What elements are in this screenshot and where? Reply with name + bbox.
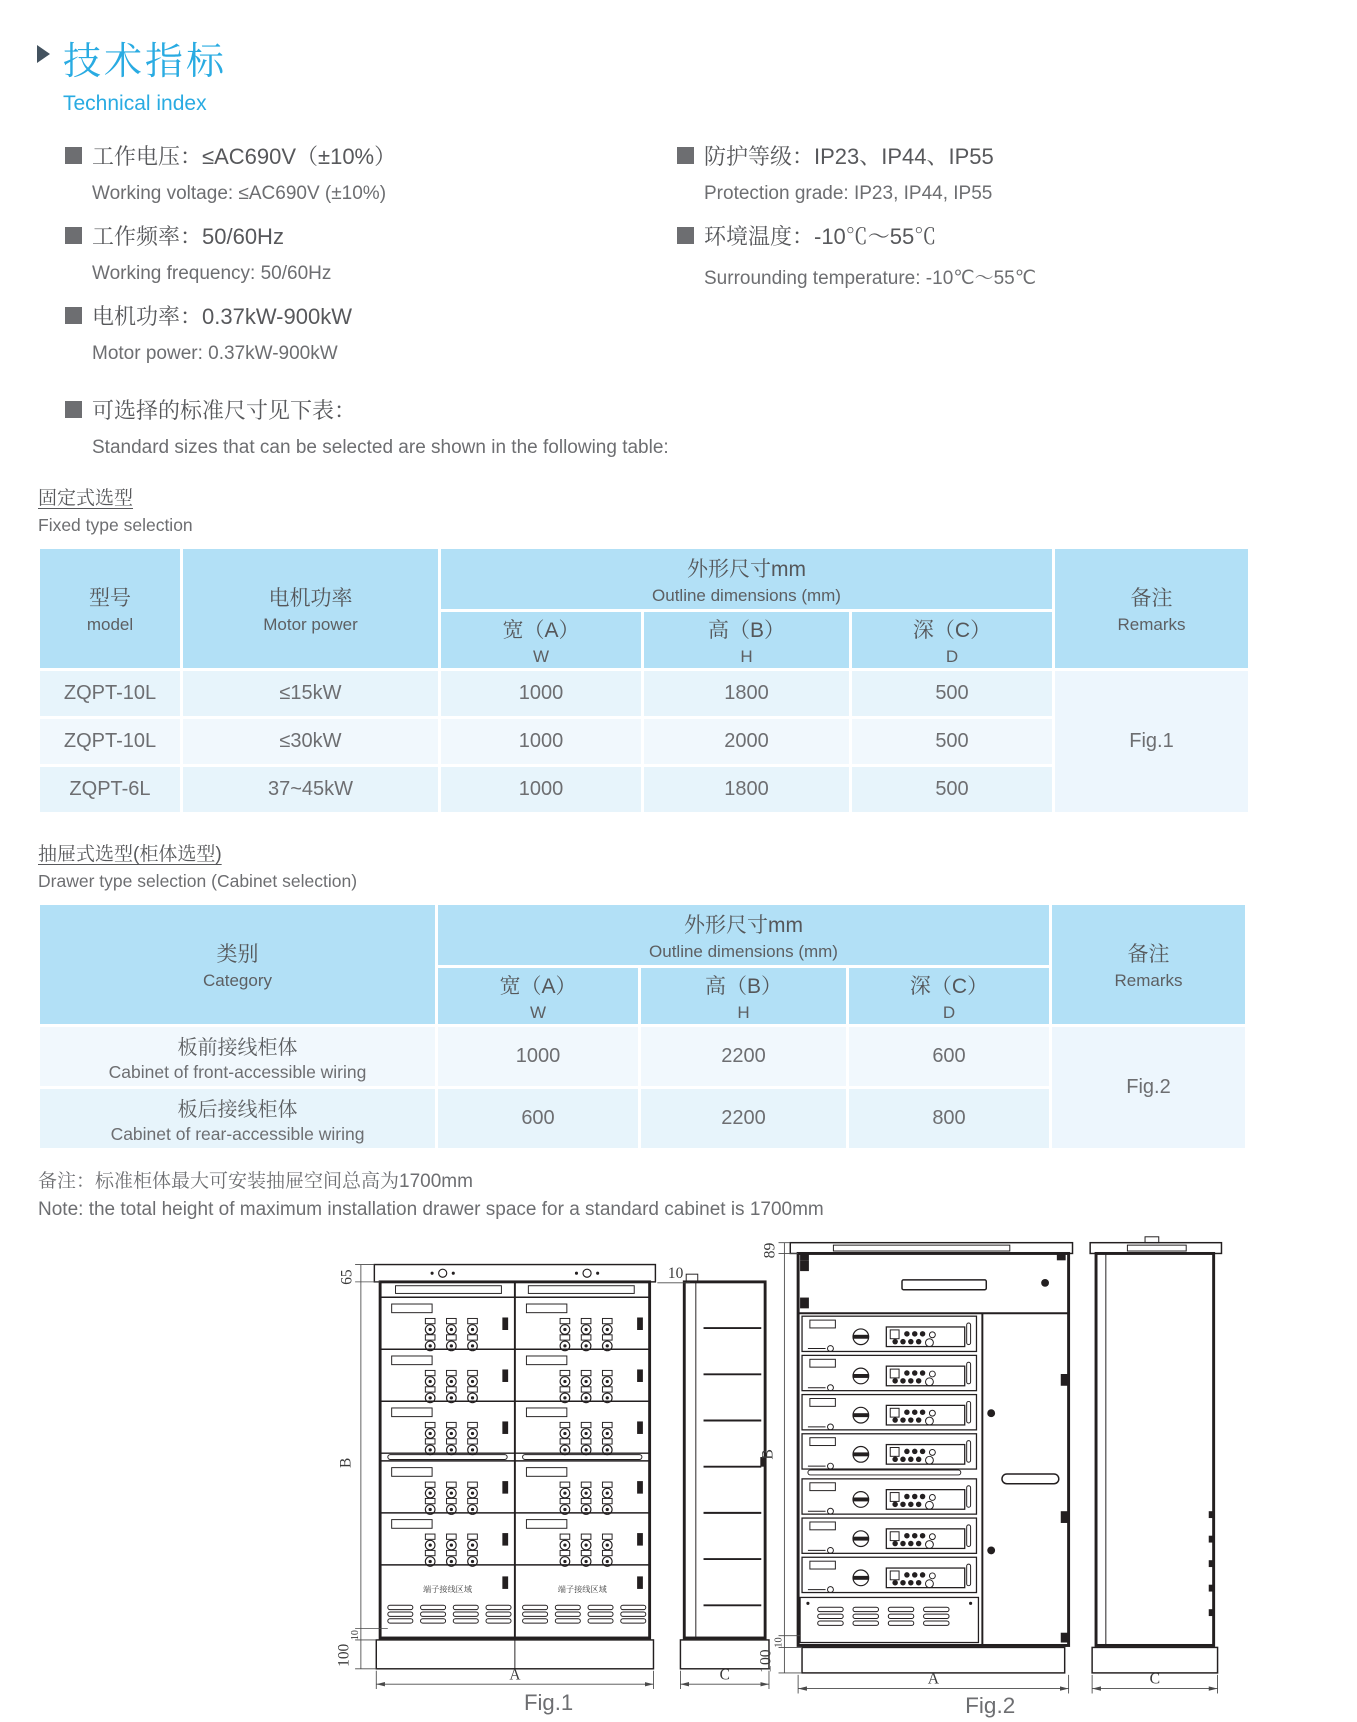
bullet-square-icon (65, 401, 82, 418)
header-text-en: model (86, 615, 134, 634)
col-header-remarks (1055, 549, 1248, 668)
header-text-en: Remarks (1114, 971, 1183, 990)
fig2-technical-drawing (755, 1227, 1161, 1719)
header-text-en: Category (203, 971, 272, 990)
bullet-square-icon (677, 147, 694, 164)
page-title-en: Technical index (63, 92, 207, 115)
table-row (40, 671, 1248, 716)
header-text-en: H (737, 1002, 750, 1022)
header-text-en: H (740, 646, 753, 666)
spec-column-right (677, 140, 1322, 380)
col-header-width (441, 612, 641, 668)
cell-width: 1000 (441, 671, 641, 716)
cell-depth: 500 (852, 671, 1052, 716)
header-text-zh: 高（B） (704, 974, 782, 998)
cell-width: 600 (438, 1089, 638, 1148)
spec-item-voltage (65, 140, 677, 205)
cell-model: ZQPT-6L (40, 767, 180, 812)
spec-label-zh: 电机功率：0.37kW-900kW (92, 304, 352, 329)
note-en: Note: the total height of maximum installation drawer space for a standard cabinet is 1700mm (38, 1199, 824, 1220)
cell-depth: 600 (849, 1027, 1049, 1086)
cell-power: ≤30kW (183, 719, 438, 764)
spec-list (37, 140, 1322, 380)
fig2-caption: Fig.2 (965, 1693, 1016, 1719)
category-en: Cabinet of front-accessible wiring (108, 1061, 367, 1082)
header-text-en: W (529, 1002, 547, 1022)
col-header-height (641, 968, 846, 1024)
bullet-square-icon (65, 147, 82, 164)
header-text-zh: 外形尺寸mm (687, 557, 806, 581)
fig2-dim-base: 100 (757, 1649, 775, 1673)
header-text-en: Motor power (263, 615, 358, 634)
spec-item-table-intro (37, 394, 1322, 459)
spec-column-left (37, 140, 677, 380)
category-en: Cabinet of rear-accessible wiring (110, 1123, 365, 1144)
fig1-caption: Fig.1 (523, 1690, 574, 1716)
cell-height: 2000 (644, 719, 849, 764)
header-text-zh: 类别 (216, 943, 259, 966)
col-header-depth (852, 612, 1052, 668)
category-zh: 板后接线柜体 (177, 1098, 298, 1121)
col-header-depth (849, 968, 1049, 1024)
header-text-zh: 备注 (1127, 943, 1170, 966)
spec-item-protection (677, 140, 1322, 205)
header-text-zh: 深（C） (912, 618, 992, 642)
fig2-dim-vent: 10 (773, 1637, 785, 1648)
bullet-square-icon (65, 307, 82, 324)
col-header-motor-power (183, 549, 438, 668)
cell-height: 2200 (641, 1089, 846, 1148)
bullet-square-icon (677, 227, 694, 244)
header-text-en: Outline dimensions (mm) (649, 941, 838, 961)
section-label-en: Drawer type selection (Cabinet selection) (38, 871, 358, 891)
fig2-dim-width: A (927, 1670, 940, 1688)
fig1-dim-top-right: 10 (667, 1265, 684, 1283)
page-title-zh: 技术指标 (63, 41, 228, 83)
fig2-dim-depth: C (1149, 1670, 1161, 1688)
header-text-zh: 备注 (1130, 587, 1173, 610)
fig1-terminal-label: 端子接线区域 (557, 1584, 607, 1594)
spec-label-en: Protection grade: IP23, IP44, IP55 (704, 183, 993, 204)
header-text-zh: 电机功率 (268, 587, 353, 610)
cell-remark: Fig.2 (1052, 1027, 1245, 1148)
table-note (38, 1166, 1322, 1221)
spec-label-en: Working frequency: 50/60Hz (92, 263, 332, 284)
spec-label-zh: 防护等级：IP23、IP44、IP55 (704, 144, 994, 169)
header-text-en: W (532, 646, 550, 666)
spec-label-en: Working voltage: ≤AC690V (±10%) (92, 183, 387, 204)
cell-model: ZQPT-10L (40, 671, 180, 716)
spec-label-zh: 工作频率：50/60Hz (92, 224, 284, 249)
fig2-container (755, 1227, 1161, 1722)
header-text-zh: 宽（A） (502, 618, 580, 642)
intro-label-en: Standard sizes that can be selected are shown in the following table: (92, 437, 669, 458)
header-text-zh: 高（B） (707, 618, 785, 642)
spec-item-frequency (65, 220, 677, 285)
spec-label-en: Motor power: 0.37kW-900kW (92, 343, 338, 364)
col-header-remarks (1052, 905, 1245, 1024)
fig1-dim-cap: 65 (338, 1269, 356, 1285)
section-marker-arrow-icon (37, 45, 50, 63)
cell-power: ≤15kW (183, 671, 438, 716)
fig1-dim-body-height: B (337, 1457, 355, 1468)
section-label-zh: 抽屉式选型(柜体选型) (38, 844, 222, 865)
category-zh: 板前接线柜体 (177, 1036, 298, 1059)
cell-remark: Fig.1 (1055, 671, 1248, 812)
page-header (37, 30, 1322, 116)
fig1-dim-depth: C (719, 1666, 730, 1684)
spec-item-motor-power (65, 300, 677, 365)
drawer-table-section-label (38, 839, 1322, 892)
fig1-technical-drawing (332, 1253, 730, 1716)
title-block (63, 30, 227, 116)
header-text-en: D (942, 1002, 956, 1022)
cell-category (40, 1089, 435, 1148)
fig1-dim-base: 100 (335, 1643, 353, 1667)
cell-width: 1000 (441, 767, 641, 812)
header-text-en: D (945, 646, 959, 666)
fig2-dim-body-height: B (759, 1449, 777, 1460)
col-header-width (438, 968, 638, 1024)
cell-category (40, 1027, 435, 1086)
header-text-zh: 型号 (89, 587, 131, 610)
section-label-zh: 固定式选型 (38, 488, 134, 509)
cell-height: 1800 (644, 671, 849, 716)
cell-width: 1000 (441, 719, 641, 764)
fig2-dim-cap: 89 (761, 1242, 779, 1259)
cell-depth: 500 (852, 767, 1052, 812)
cell-height: 1800 (644, 767, 849, 812)
col-header-category (40, 905, 435, 1024)
fig1-terminal-label: 端子接线区域 (422, 1584, 473, 1594)
note-zh: 备注：标准柜体最大可安装抽屉空间总高为1700mm (38, 1171, 473, 1192)
intro-label-zh: 可选择的标准尺寸见下表： (92, 398, 357, 423)
figures-row (37, 1227, 1322, 1722)
header-text-zh: 深（C） (909, 974, 989, 998)
cell-depth: 500 (852, 719, 1052, 764)
spec-label-zh: 环境温度：-10℃～55℃ (704, 224, 937, 249)
cell-depth: 800 (849, 1089, 1049, 1148)
fixed-type-table (37, 546, 1251, 815)
fixed-table-section-label (38, 483, 1322, 536)
cell-model: ZQPT-10L (40, 719, 180, 764)
fig1-container (332, 1253, 730, 1720)
header-text-zh: 宽（A） (499, 974, 577, 998)
fig1-dim-vent: 10 (349, 1630, 361, 1641)
section-label-en: Fixed type selection (38, 515, 193, 535)
header-text-zh: 外形尺寸mm (684, 913, 803, 937)
drawer-type-table (37, 902, 1248, 1151)
spec-item-temperature (677, 220, 1322, 290)
table-row (40, 1027, 1245, 1086)
header-text-en: Outline dimensions (mm) (652, 585, 841, 605)
spec-label-en: Surrounding temperature: -10℃～55℃ (704, 268, 1037, 289)
header-text-en: Remarks (1117, 615, 1186, 634)
cell-height: 2200 (641, 1027, 846, 1086)
bullet-square-icon (65, 227, 82, 244)
fig1-dim-width: A (509, 1666, 521, 1684)
col-header-model (40, 549, 180, 668)
cell-width: 1000 (438, 1027, 638, 1086)
col-header-outline-dimensions (441, 549, 1052, 609)
col-header-height (644, 612, 849, 668)
col-header-outline-dimensions (438, 905, 1049, 965)
cell-power: 37~45kW (183, 767, 438, 812)
spec-label-zh: 工作电压：≤AC690V（±10%） (92, 144, 397, 169)
